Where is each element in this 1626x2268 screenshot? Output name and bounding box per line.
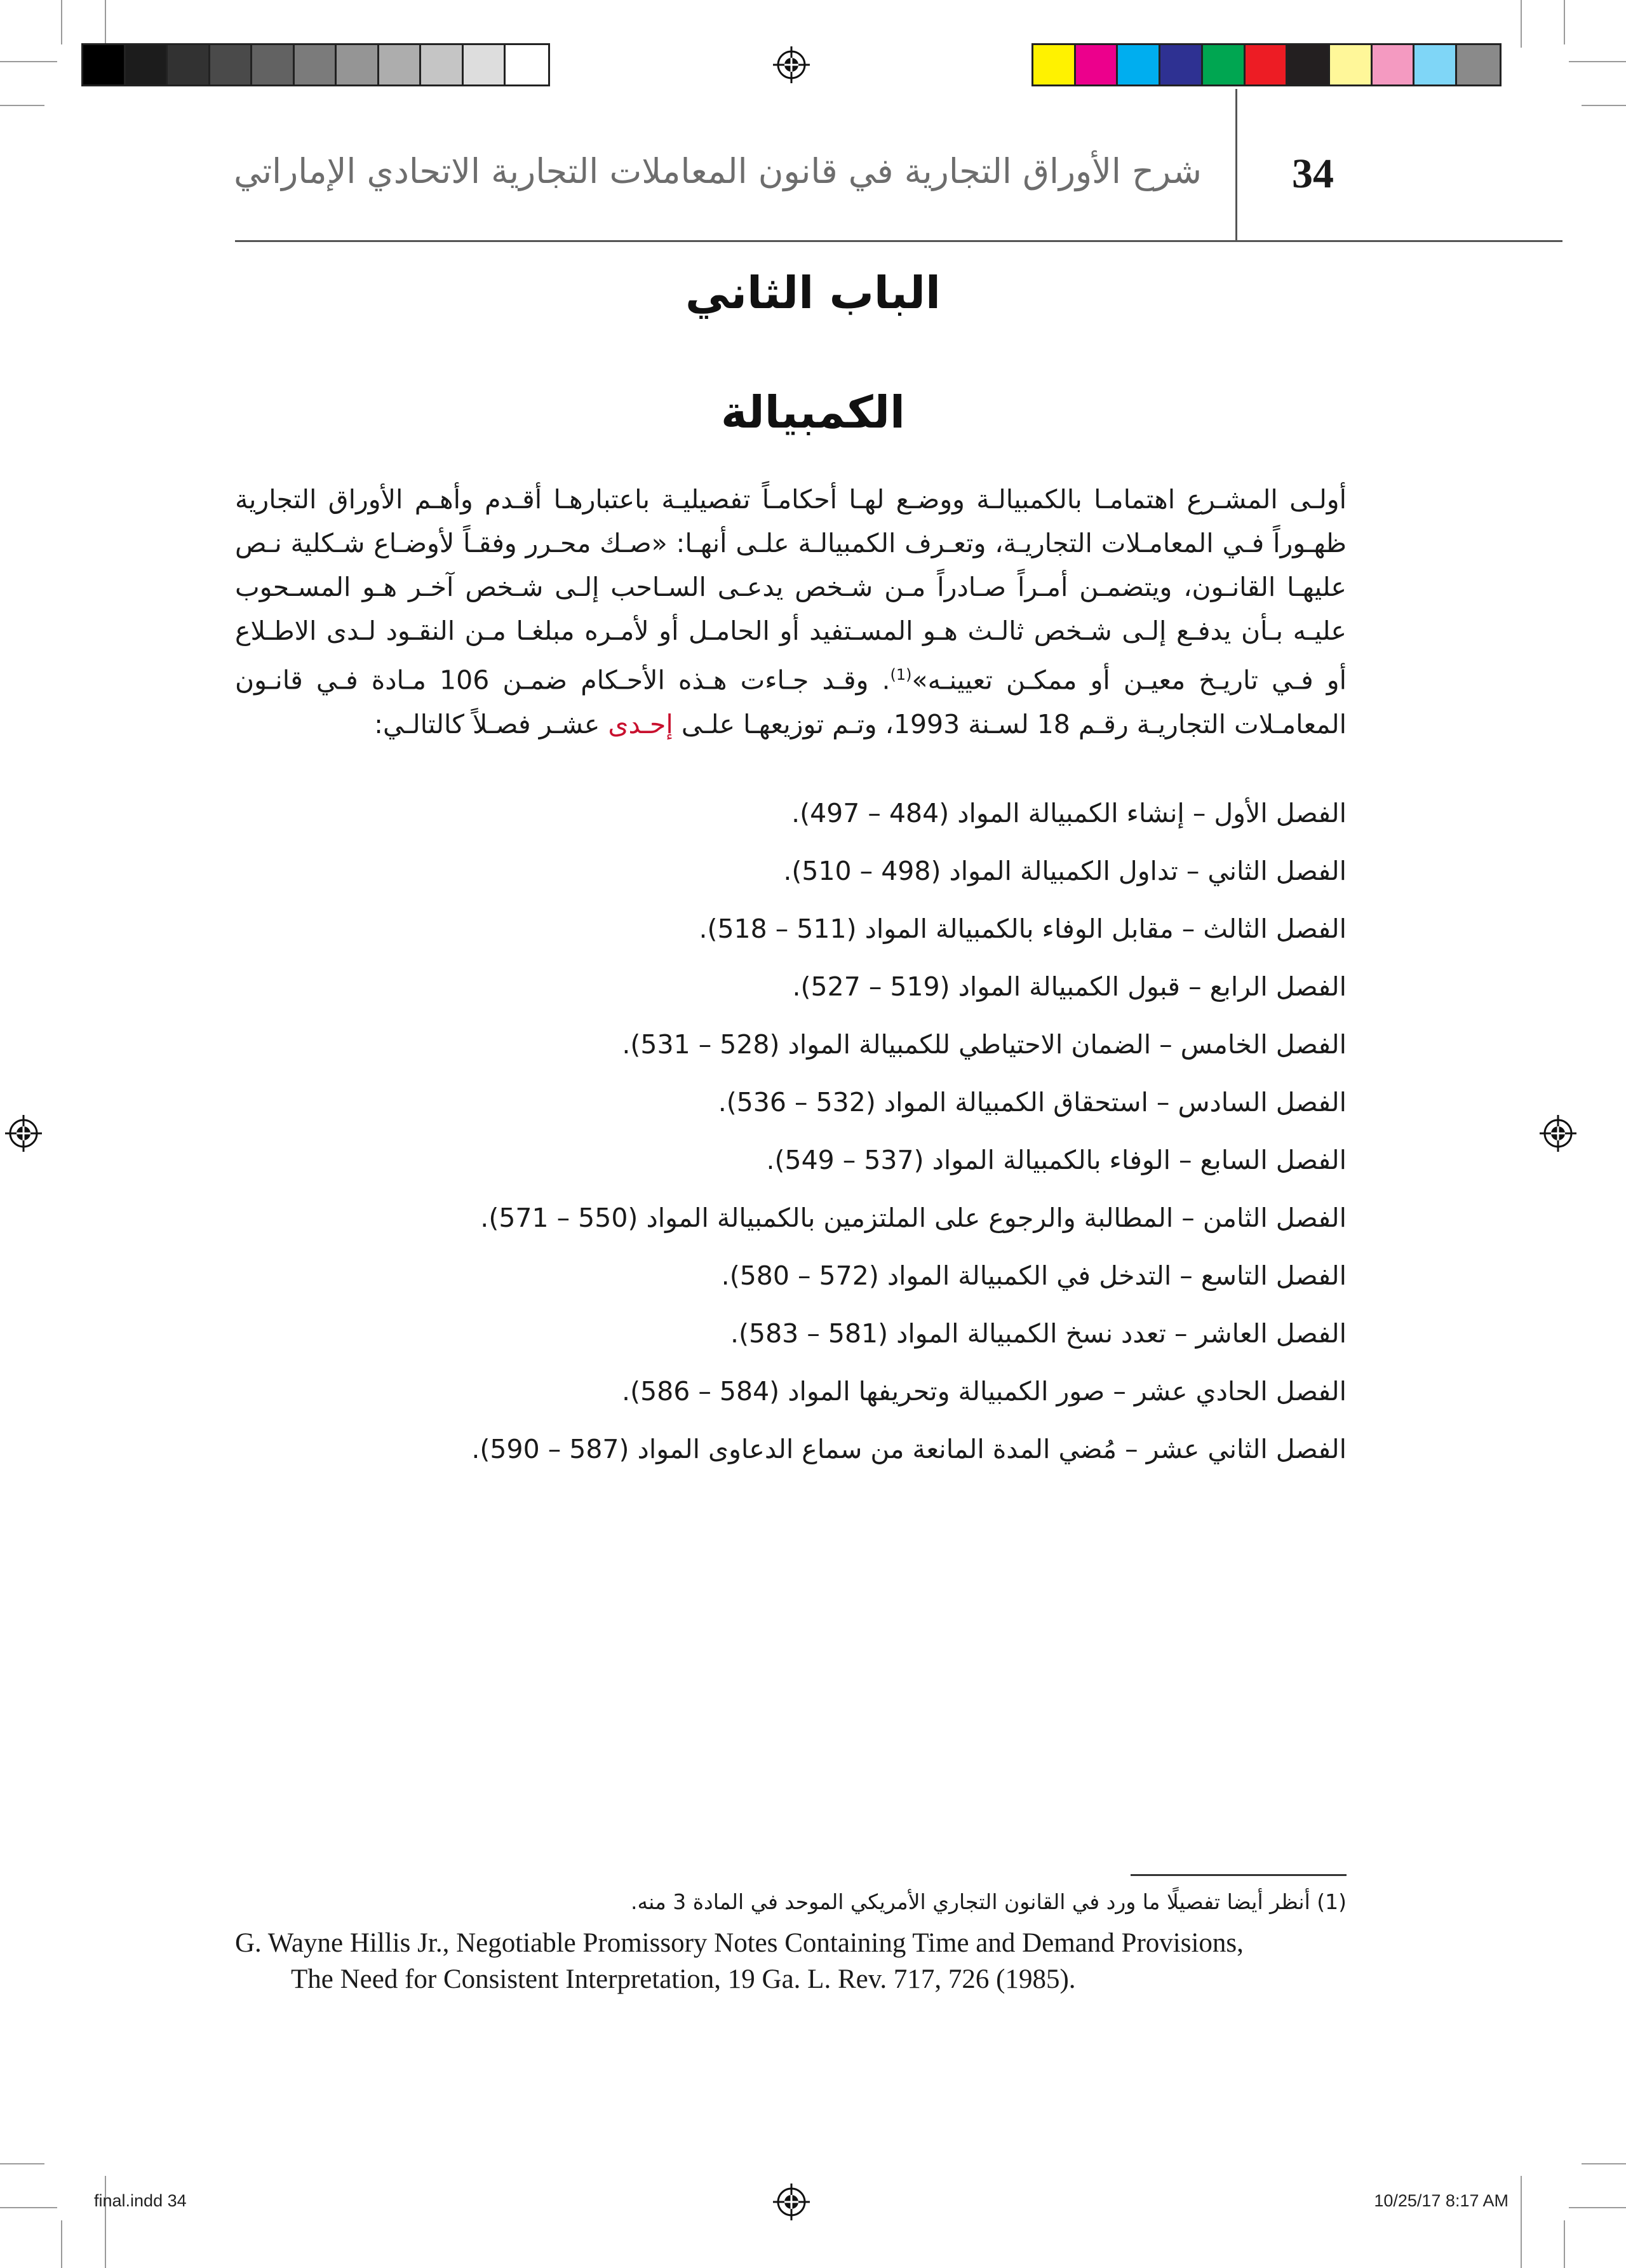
- registration-mark-icon: [773, 46, 810, 83]
- color-swatch: [1287, 45, 1330, 84]
- footnote-citation-line-1: G. Wayne Hillis Jr., Negotiable Promissory Notes Containing Time and Demand Provisions,: [235, 1928, 1244, 1958]
- footnote-rule: [1131, 1874, 1347, 1876]
- header-divider: [1235, 89, 1237, 240]
- crop-mark: [0, 2163, 44, 2164]
- header-rule: [235, 240, 1562, 242]
- chapter-item: الفصل الثاني عشر – مُضي المدة المانعة من سماع الدعاوى المواد (587 – 590).: [471, 1434, 1347, 1464]
- color-swatch: [1414, 45, 1457, 84]
- chapter-item: الفصل الحادي عشر – صور الكمبيالة وتحريفها المواد (584 – 586).: [622, 1376, 1347, 1407]
- gray-swatch: [126, 45, 168, 84]
- gray-swatch: [252, 45, 295, 84]
- crop-mark: [1569, 61, 1626, 62]
- crop-mark: [1521, 0, 1522, 48]
- page-number: 34: [1292, 151, 1334, 197]
- gray-swatch: [295, 45, 337, 84]
- registration-mark-icon: [773, 2184, 810, 2220]
- crop-mark: [1582, 2163, 1626, 2164]
- chapter-item: الفصل الثاني – تداول الكمبيالة المواد (498 – 510).: [783, 856, 1347, 886]
- gray-swatch: [379, 45, 422, 84]
- chapter-title: الباب الثاني: [685, 267, 941, 319]
- gray-swatch: [464, 45, 506, 84]
- chapter-item: الفصل السابع – الوفاء بالكمبيالة المواد (537 – 549).: [766, 1145, 1347, 1175]
- slug-datetime: 10/25/17 8:17 AM: [1374, 2191, 1508, 2210]
- chapter-item: الفصل العاشر – تعدد نسخ الكمبيالة المواد (581 – 583).: [730, 1318, 1347, 1349]
- crop-mark: [61, 2220, 62, 2268]
- gray-swatch: [210, 45, 253, 84]
- intro-text-continued: . وقـد جـاءت هـذه الأحـكام ضمـن 106 مـادة فـي قانـون المعامـلات التجاريـة رقـم 18 لسـنة 1993، وتـم توزيعهـا علـى إحـدى عشـر فصـلاً كالتالـي:: [235, 665, 1347, 739]
- crop-mark: [1564, 0, 1565, 44]
- subject-title: الكمبيالة: [720, 386, 906, 438]
- registration-mark-icon: [1540, 1115, 1576, 1152]
- crop-mark: [1569, 2207, 1626, 2208]
- registration-mark-icon: [5, 1115, 42, 1152]
- chapter-item: الفصل السادس – استحقاق الكمبيالة المواد (532 – 536).: [718, 1087, 1347, 1117]
- crop-mark: [1582, 105, 1626, 106]
- chapter-item: الفصل الخامس – الضمان الاحتياطي للكمبيالة المواد (528 – 531).: [622, 1029, 1347, 1060]
- color-swatch: [1246, 45, 1288, 84]
- chapter-list: [203, 794, 1347, 1488]
- process-color-bar: [1031, 43, 1502, 86]
- grayscale-color-bar: [81, 43, 550, 86]
- chapter-item: الفصل الثامن – المطالبة والرجوع على الملتزمين بالكمبيالة المواد (550 – 571).: [480, 1203, 1347, 1233]
- color-swatch: [1160, 45, 1203, 84]
- gray-swatch: [506, 45, 548, 84]
- footnote-citation-line-2: The Need for Consistent Interpretation, 19 Ga. L. Rev. 717, 726 (1985).: [291, 1964, 1076, 1994]
- color-swatch: [1076, 45, 1119, 84]
- crop-mark: [1521, 2176, 1522, 2268]
- gray-swatch: [421, 45, 464, 84]
- crop-mark: [105, 2176, 106, 2268]
- chapter-item: الفصل الثالث – مقابل الوفاء بالكمبيالة المواد (511 – 518).: [699, 914, 1347, 944]
- highlighted-word: إحـدى: [608, 708, 673, 739]
- crop-mark: [0, 105, 44, 106]
- footnote-reference[interactable]: (1): [890, 666, 912, 684]
- crop-mark: [61, 0, 62, 44]
- chapter-item: الفصل الأول – إنشاء الكمبيالة المواد (484 – 497).: [791, 798, 1347, 828]
- gray-swatch: [83, 45, 126, 84]
- color-swatch: [1457, 45, 1500, 84]
- crop-mark: [0, 2207, 57, 2208]
- chapter-item: الفصل الرابع – قبول الكمبيالة المواد (519 – 527).: [792, 971, 1347, 1002]
- color-swatch: [1118, 45, 1160, 84]
- gray-swatch: [168, 45, 210, 84]
- color-swatch: [1373, 45, 1415, 84]
- crop-mark: [0, 61, 57, 62]
- slug-filename: final.indd 34: [94, 2191, 187, 2210]
- footnote-arabic: (1) أنظر أيضا تفصيلًا ما ورد في القانون التجاري الأمريكي الموحد في المادة 3 منه.: [630, 1889, 1347, 1914]
- crop-mark: [1564, 2220, 1565, 2268]
- chapter-item: الفصل التاسع – التدخل في الكمبيالة المواد (572 – 580).: [721, 1260, 1347, 1291]
- gray-swatch: [337, 45, 379, 84]
- running-header-title: شرح الأوراق التجارية في قانون المعاملات التجارية الاتحادي الإماراتي: [234, 151, 1202, 191]
- footnote-citation: [235, 1925, 1347, 1997]
- intro-text: أولـى المشـرع اهتمامـا بالكمبيالـة ووضـع لهـا أحكامـاً تفصيليـة باعتبارهـا أقـدم وأهـم الأوراق التجارية ظهـوراً فـي المعامـلات التجاريـة، وتعـرف الكمبيالـة علـى أنهـا: «صـك محـرر وفقـاً لأوضـاع شـكلية نـص عليهـا القانـون، ويتضمـن أمـراً صـادراً مـن شـخص يدعـى السـاحب إلـى شـخص آخـر هـو المسـحوب عليـه بـأن يدفـع إلـى شـخص ثالـث هـو المسـتفيد أو الحامـل أو لأمـره مبلغـا مـن النقـود لـدى الاطـلاع أو فـي تاريـخ معيـن أو ممكـن تعيينـه»: [235, 484, 1347, 696]
- color-swatch: [1203, 45, 1246, 84]
- crop-mark: [105, 0, 106, 48]
- intro-paragraph: [235, 478, 1347, 746]
- color-swatch: [1033, 45, 1076, 84]
- color-swatch: [1330, 45, 1373, 84]
